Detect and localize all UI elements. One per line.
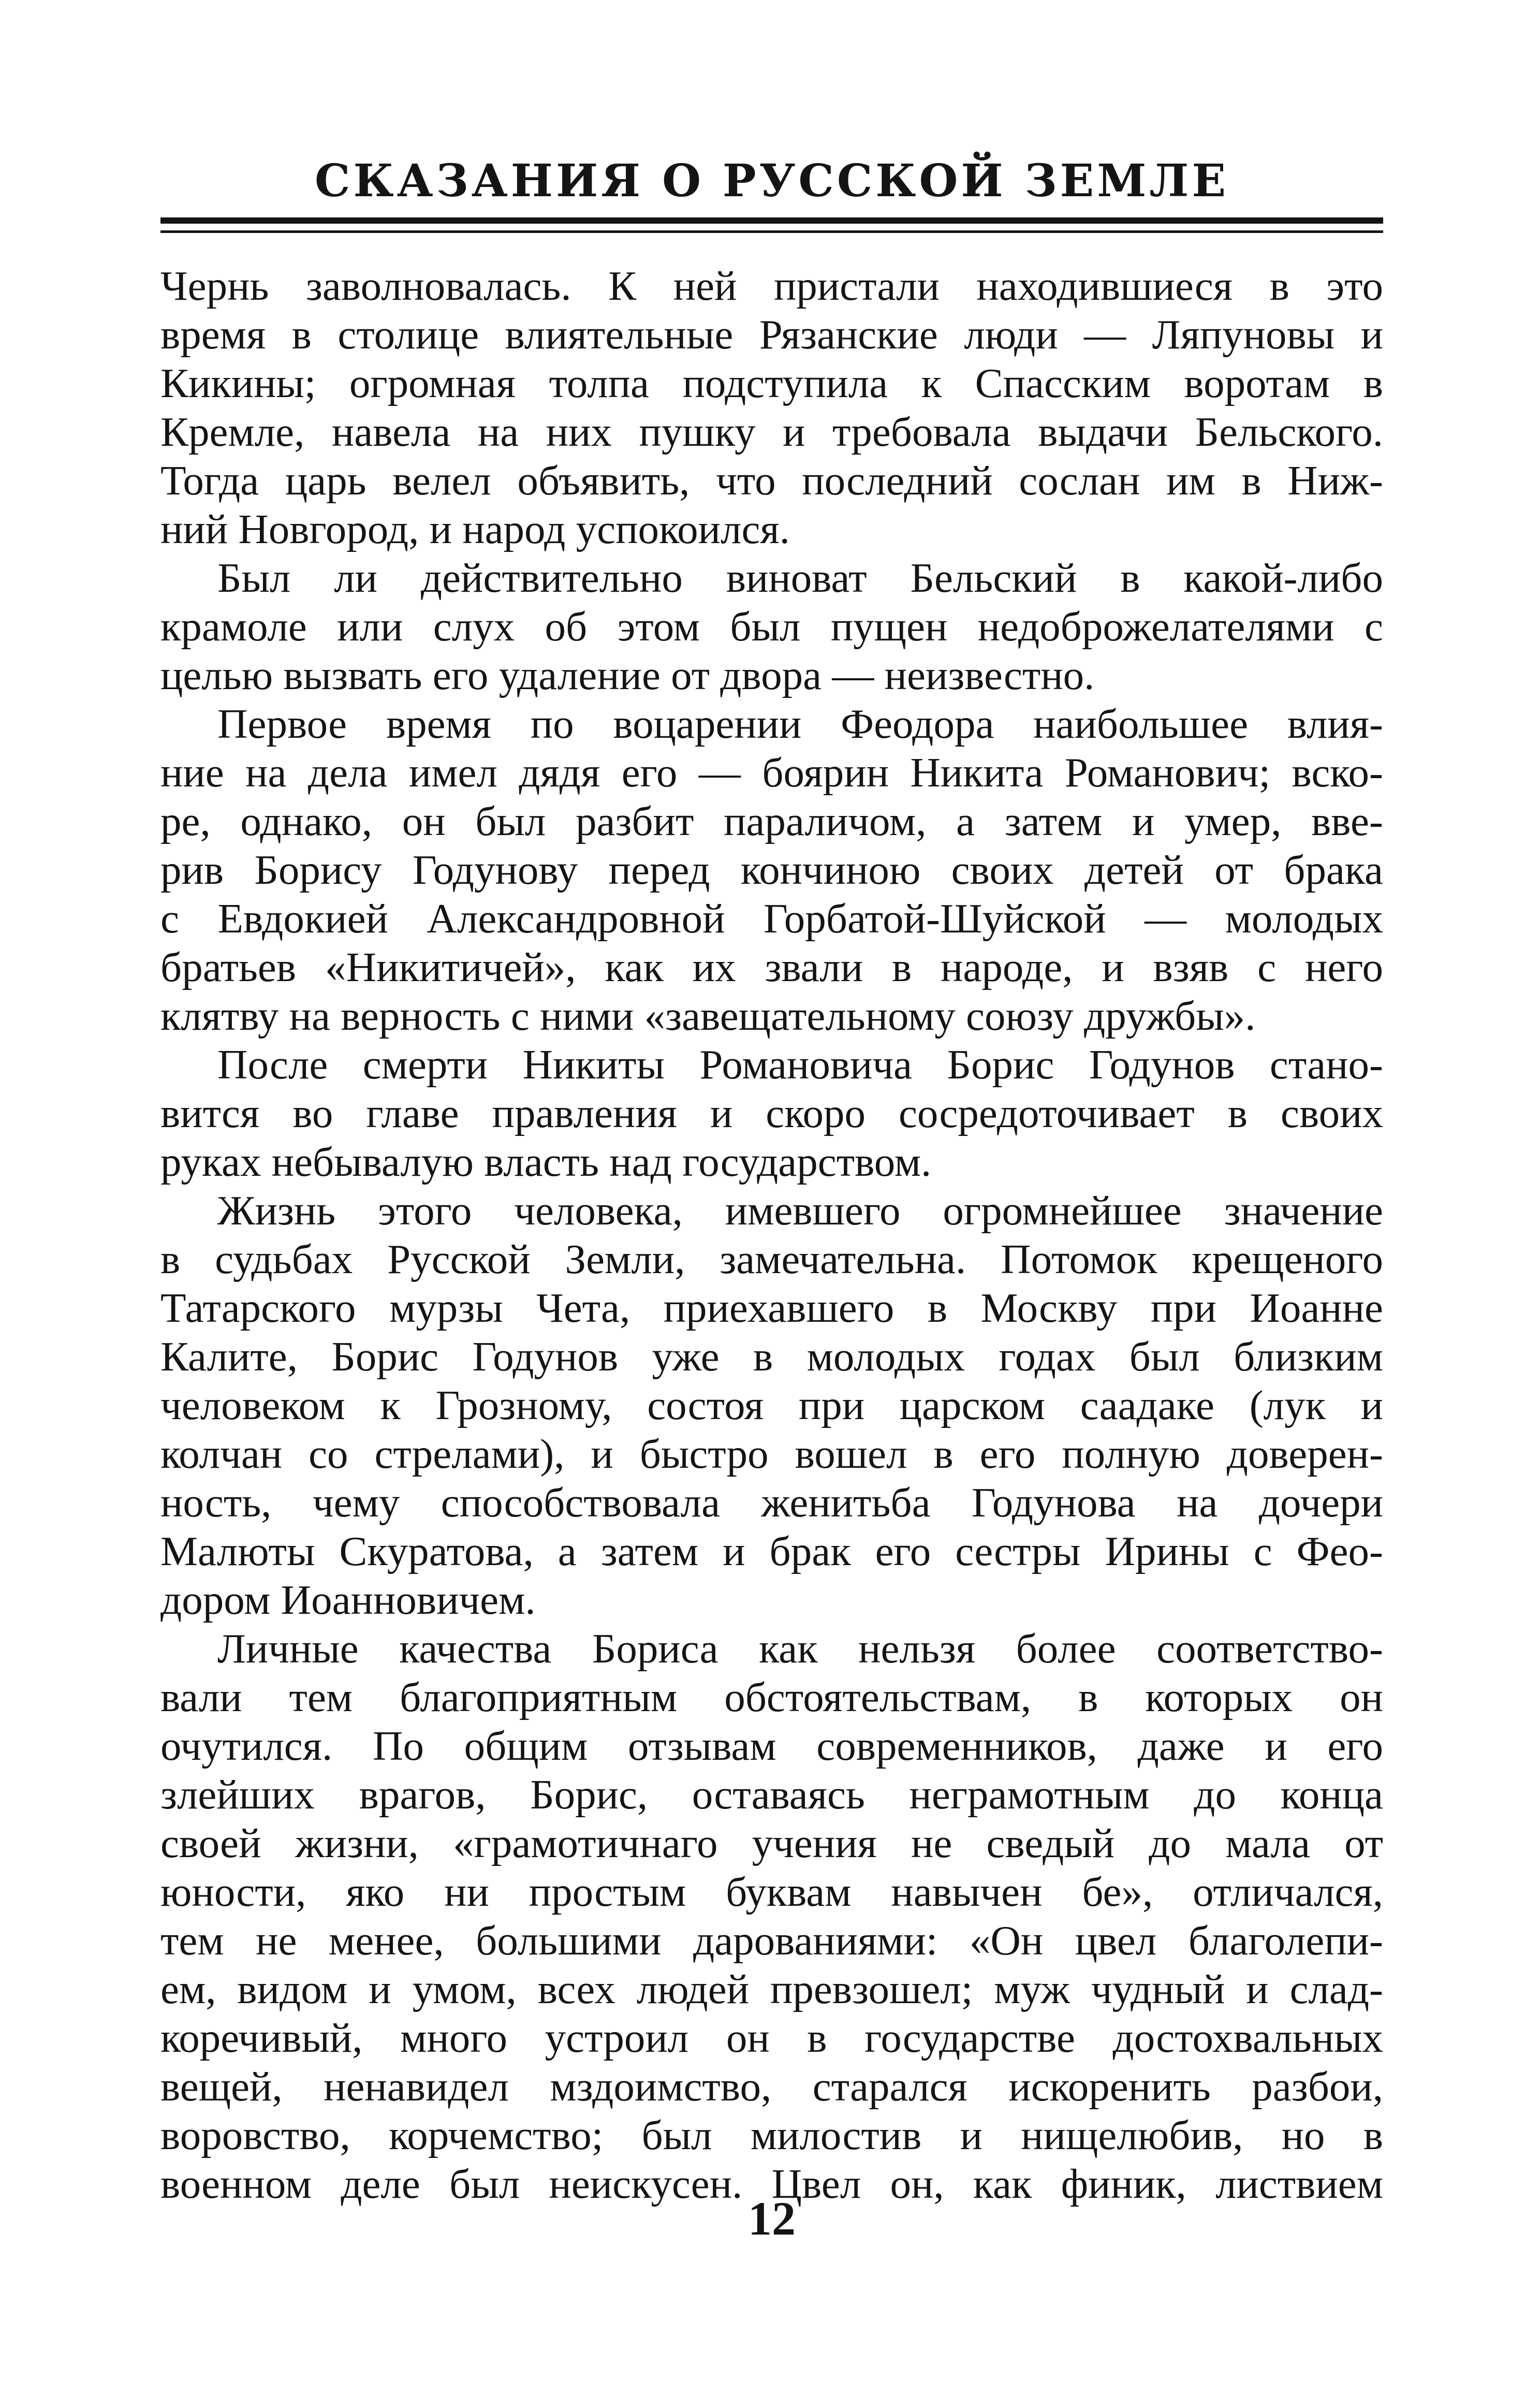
header-rule-thin (160, 230, 1383, 233)
text-line: Первое время по воцарении Феодора наибольшее влия- (217, 700, 1383, 747)
page-number: 12 (748, 2192, 796, 2245)
text-line: Калите, Борис Годунов уже в молодых годах был близким (160, 1333, 1383, 1380)
text-line: Личные качества Бориса как нельзя более соответство- (217, 1625, 1383, 1672)
text-line: После смерти Никиты Романовича Борис Годунов стано- (217, 1041, 1383, 1088)
text-line: Тогда царь велел объявить, что последний сослан им в Ниж- (160, 457, 1383, 504)
text-line: злейших врагов, Борис, оставаясь неграмотным до конца (160, 1771, 1383, 1818)
text-line: коречивый, много устроил он в государстве достохвальных (160, 2015, 1383, 2061)
text-line: целью вызвать его удаление от двора — неизвестно. (160, 652, 1095, 698)
text-line: ре, однако, он был разбит параличом, а затем и умер, вве- (160, 798, 1383, 844)
text-line: клятву на верность с ними «завещательному союзу дружбы». (160, 993, 1256, 1039)
page-body-text (160, 261, 1383, 2208)
text-line: Был ли действительно виноват Бельский в какой-либо (217, 554, 1383, 601)
text-line: вится во главе правления и скоро сосредоточивает в своих (160, 1090, 1383, 1136)
text-line: ность, чему способствовала женитьба Годунова на дочери (160, 1479, 1383, 1526)
text-line: воровство, корчемство; был милостив и нищелюбив, но в (160, 2112, 1383, 2158)
text-line: Кикины; огромная толпа подступила к Спасским воротам в (160, 360, 1383, 406)
text-line: Татарского мурзы Чета, приехавшего в Москву при Иоанне (160, 1285, 1383, 1331)
text-line: время в столице влиятельные Рязанские люди — Ляпуновы и (160, 311, 1383, 358)
text-line: дором Иоанновичем. (160, 1577, 536, 1623)
text-line: юности, яко ни простым буквам навычен бе», отличался, (160, 1869, 1383, 1915)
text-line: Жизнь этого человека, имевшего огромнейшее значение (217, 1187, 1383, 1234)
text-line: ем, видом и умом, всех людей превзошел; муж чудный и слад- (160, 1966, 1383, 2012)
text-line: военном деле был неискусен. Цвел он, как финик, листвием (160, 2161, 1383, 2207)
text-line: очутился. По общим отзывам современников, даже и его (160, 1723, 1383, 1769)
text-line: братьев «Никитичей», как их звали в народе, и взяв с него (160, 944, 1383, 990)
text-line: колчан со стрелами), и быстро вошел в его полную доверен- (160, 1431, 1383, 1477)
text-line: крамоле или слух об этом был пущен недоброжелателями с (160, 603, 1383, 650)
header-rule-thick (160, 217, 1383, 224)
text-line: руках небывалую власть над государством. (160, 1139, 932, 1185)
text-line: своей жизни, «грамотичнаго учения не сведый до мала от (160, 1820, 1383, 1866)
text-line: с Евдокией Александровной Горбатой-Шуйской — молодых (160, 895, 1383, 942)
text-line: вещей, ненавидел мздоимство, старался искоренить разбои, (160, 2063, 1383, 2110)
text-line: человеком к Грозному, состоя при царском саадаке (лук и (160, 1382, 1383, 1428)
text-line: ний Новгород, и народ успокоился. (160, 506, 790, 552)
text-line: ние на дела имел дядя его — боярин Никита Романович; вско- (160, 749, 1383, 796)
running-header-title: СКАЗАНИЯ О РУССКОЙ ЗЕМЛЕ (315, 155, 1229, 207)
text-line: рив Борису Годунову перед кончиною своих детей от брака (160, 847, 1383, 893)
text-line: Чернь заволновалась. К ней пристали находившиеся в это (160, 262, 1383, 309)
text-line: в судьбах Русской Земли, замечательна. Потомок крещеного (160, 1236, 1383, 1282)
text-line: вали тем благоприятным обстоятельствам, в которых он (160, 1674, 1383, 1720)
text-line: Малюты Скуратова, а затем и брак его сестры Ирины с Фео- (160, 1528, 1383, 1574)
text-line: тем не менее, большими дарованиями: «Он цвел благолепи- (160, 1917, 1383, 1964)
text-line: Кремле, навела на них пушку и требовала выдачи Бельского. (160, 408, 1383, 455)
